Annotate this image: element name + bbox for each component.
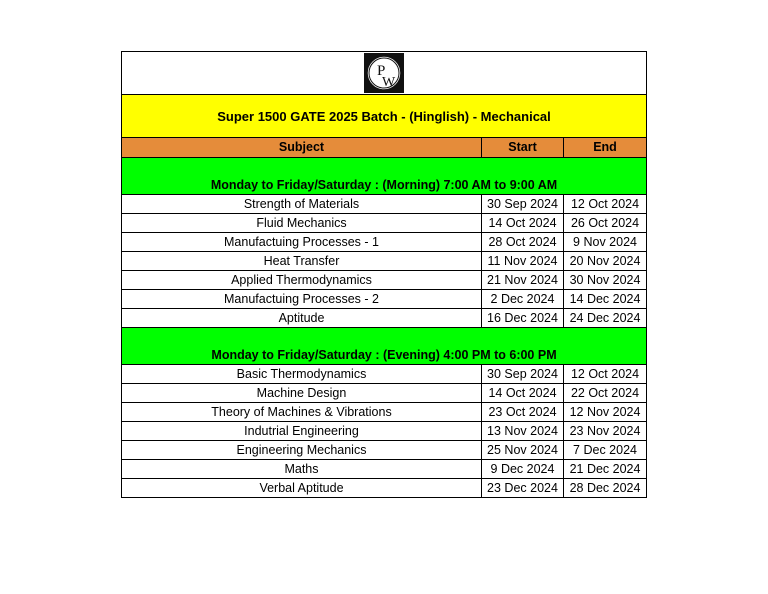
table-row [122, 441, 647, 460]
end-date-cell: 7 Dec 2024 [564, 441, 647, 460]
end-date-cell: 14 Dec 2024 [564, 290, 647, 309]
subject-cell: Engineering Mechanics [122, 441, 482, 460]
subject-cell: Manufactuing Processes - 2 [122, 290, 482, 309]
header-end: End [564, 138, 647, 158]
start-date-cell: 28 Oct 2024 [482, 233, 564, 252]
end-date-cell: 30 Nov 2024 [564, 271, 647, 290]
subject-cell: Theory of Machines & Vibrations [122, 403, 482, 422]
subject-cell: Maths [122, 460, 482, 479]
table-row [122, 195, 647, 214]
start-date-cell: 30 Sep 2024 [482, 195, 564, 214]
end-date-cell: 9 Nov 2024 [564, 233, 647, 252]
start-date-cell: 14 Oct 2024 [482, 384, 564, 403]
section-label: Monday to Friday/Saturday : (Evening) 4:00 PM to 6:00 PM [122, 328, 647, 365]
start-date-cell: 23 Oct 2024 [482, 403, 564, 422]
table-row [122, 233, 647, 252]
start-date-cell: 16 Dec 2024 [482, 309, 564, 328]
subject-cell: Indutrial Engineering [122, 422, 482, 441]
title-row [122, 95, 647, 138]
table-row [122, 460, 647, 479]
start-date-cell: 14 Oct 2024 [482, 214, 564, 233]
end-date-cell: 28 Dec 2024 [564, 479, 647, 498]
subject-cell: Manufactuing Processes - 1 [122, 233, 482, 252]
header-row [122, 138, 647, 158]
end-date-cell: 21 Dec 2024 [564, 460, 647, 479]
pw-logo-icon [364, 53, 404, 93]
header-subject: Subject [122, 138, 482, 158]
table-row [122, 365, 647, 384]
end-date-cell: 12 Oct 2024 [564, 365, 647, 384]
end-date-cell: 12 Oct 2024 [564, 195, 647, 214]
section-row [122, 158, 647, 195]
batch-title: Super 1500 GATE 2025 Batch - (Hinglish) - Mechanical [122, 95, 647, 138]
subject-cell: Basic Thermodynamics [122, 365, 482, 384]
start-date-cell: 13 Nov 2024 [482, 422, 564, 441]
section-row [122, 328, 647, 365]
table-row [122, 422, 647, 441]
svg-text:W: W [382, 75, 396, 90]
start-date-cell: 30 Sep 2024 [482, 365, 564, 384]
logo-row [122, 52, 647, 95]
end-date-cell: 26 Oct 2024 [564, 214, 647, 233]
subject-cell: Strength of Materials [122, 195, 482, 214]
start-date-cell: 9 Dec 2024 [482, 460, 564, 479]
header-start: Start [482, 138, 564, 158]
start-date-cell: 25 Nov 2024 [482, 441, 564, 460]
end-date-cell: 12 Nov 2024 [564, 403, 647, 422]
subject-cell: Applied Thermodynamics [122, 271, 482, 290]
end-date-cell: 23 Nov 2024 [564, 422, 647, 441]
subject-cell: Heat Transfer [122, 252, 482, 271]
end-date-cell: 24 Dec 2024 [564, 309, 647, 328]
start-date-cell: 11 Nov 2024 [482, 252, 564, 271]
end-date-cell: 22 Oct 2024 [564, 384, 647, 403]
svg-text:P: P [377, 63, 386, 79]
subject-cell: Machine Design [122, 384, 482, 403]
subject-cell: Fluid Mechanics [122, 214, 482, 233]
table-row [122, 384, 647, 403]
section-label: Monday to Friday/Saturday : (Morning) 7:00 AM to 9:00 AM [122, 158, 647, 195]
table-row [122, 252, 647, 271]
table-row [122, 309, 647, 328]
table-row [122, 403, 647, 422]
start-date-cell: 23 Dec 2024 [482, 479, 564, 498]
table-row [122, 214, 647, 233]
table-row [122, 479, 647, 498]
table-row [122, 271, 647, 290]
schedule-table [121, 51, 647, 498]
end-date-cell: 20 Nov 2024 [564, 252, 647, 271]
start-date-cell: 21 Nov 2024 [482, 271, 564, 290]
start-date-cell: 2 Dec 2024 [482, 290, 564, 309]
table-row [122, 290, 647, 309]
subject-cell: Verbal Aptitude [122, 479, 482, 498]
subject-cell: Aptitude [122, 309, 482, 328]
